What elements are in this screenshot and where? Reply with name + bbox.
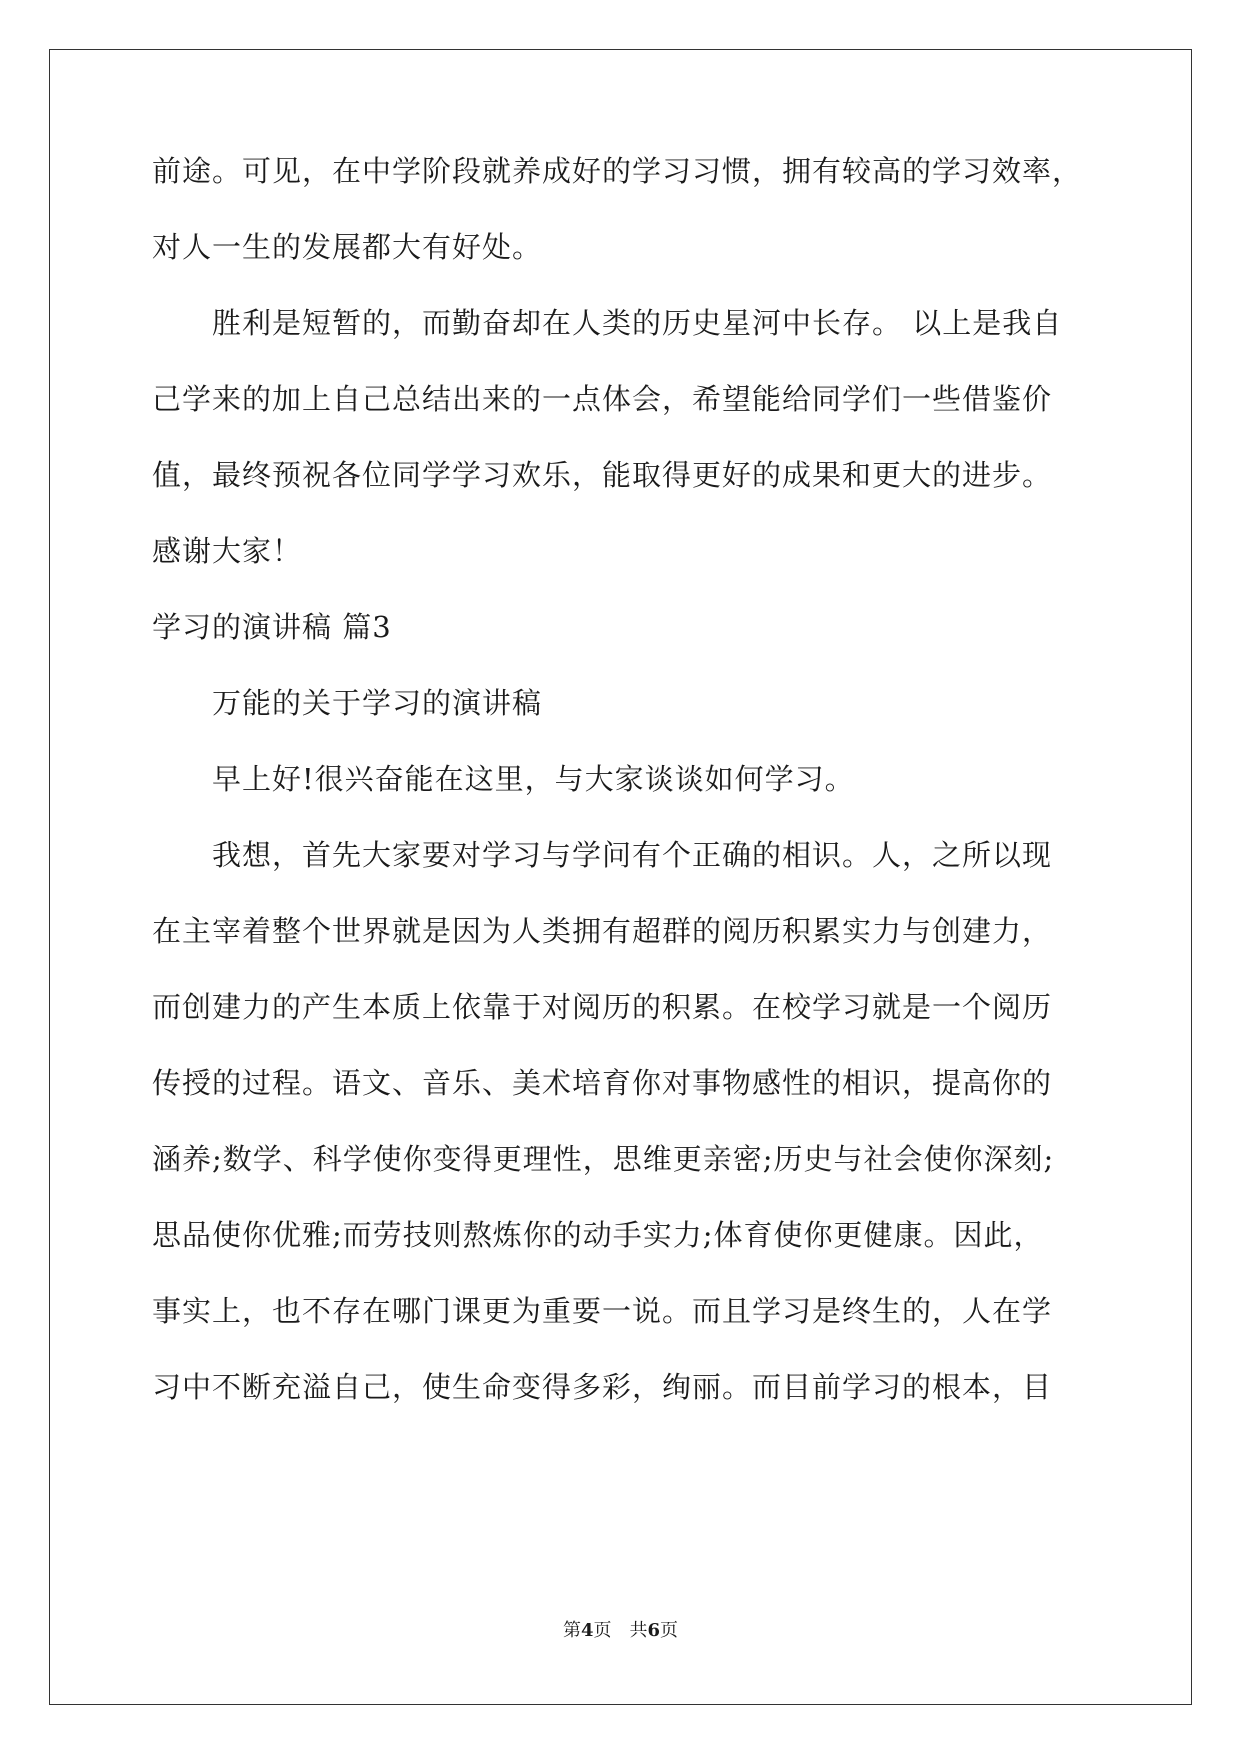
text-line-15: 思品使你优雅;而劳技则熬炼你的动手实力;体育使你更健康。因此，: [152, 1218, 1044, 1252]
footer-middle: 页 共: [593, 1620, 648, 1641]
text-line-12: 而创建力的产生本质上依靠于对阅历的积累。在校学习就是一个阅历: [152, 990, 1053, 1024]
text-line-4: 己学来的加上自己总结出来的一点体会，希望能给同学们一些借鉴价: [152, 382, 1053, 416]
text-line-11: 在主宰着整个世界就是因为人类拥有超群的阅历积累实力与创建力，: [152, 914, 1053, 948]
current-page-number: 4: [580, 1620, 594, 1641]
text-line-16: 事实上，也不存在哪门课更为重要一说。而且学习是终生的，人在学: [152, 1294, 1053, 1328]
footer-suffix: 页: [660, 1620, 679, 1641]
text-line-6: 感谢大家！: [152, 534, 303, 568]
footer-prefix: 第: [562, 1620, 581, 1641]
text-line-1: 前途。可见，在中学阶段就养成好的学习习惯，拥有较高的学习效率，: [152, 154, 1083, 188]
total-pages-number: 6: [647, 1620, 661, 1641]
section-subtitle: 万能的关于学习的演讲稿: [212, 686, 543, 720]
document-body: [152, 152, 1092, 1444]
text-line-17: 习中不断充溢自己，使生命变得多彩，绚丽。而目前学习的根本，目: [152, 1370, 1053, 1404]
text-line-3: 胜利是短暂的，而勤奋却在人类的历史星河中长存。 以上是我自: [212, 306, 1063, 340]
page-number-footer: [0, 1620, 1241, 1642]
section-heading: 学习的演讲稿 篇3: [152, 610, 392, 644]
text-line-10: 我想，首先大家要对学习与学问有个正确的相识。人，之所以现: [212, 838, 1053, 872]
text-line-9: 早上好!很兴奋能在这里，与大家谈谈如何学习。: [212, 762, 855, 796]
text-line-5: 值，最终预祝各位同学学习欢乐，能取得更好的成果和更大的进步。: [152, 458, 1053, 492]
text-line-2: 对人一生的发展都大有好处。: [152, 230, 543, 264]
text-line-14: 涵养;数学、科学使你变得更理性，思维更亲密;历史与社会使你深刻;: [152, 1142, 1055, 1176]
text-line-13: 传授的过程。语文、音乐、美术培育你对事物感性的相识，提高你的: [152, 1066, 1053, 1100]
